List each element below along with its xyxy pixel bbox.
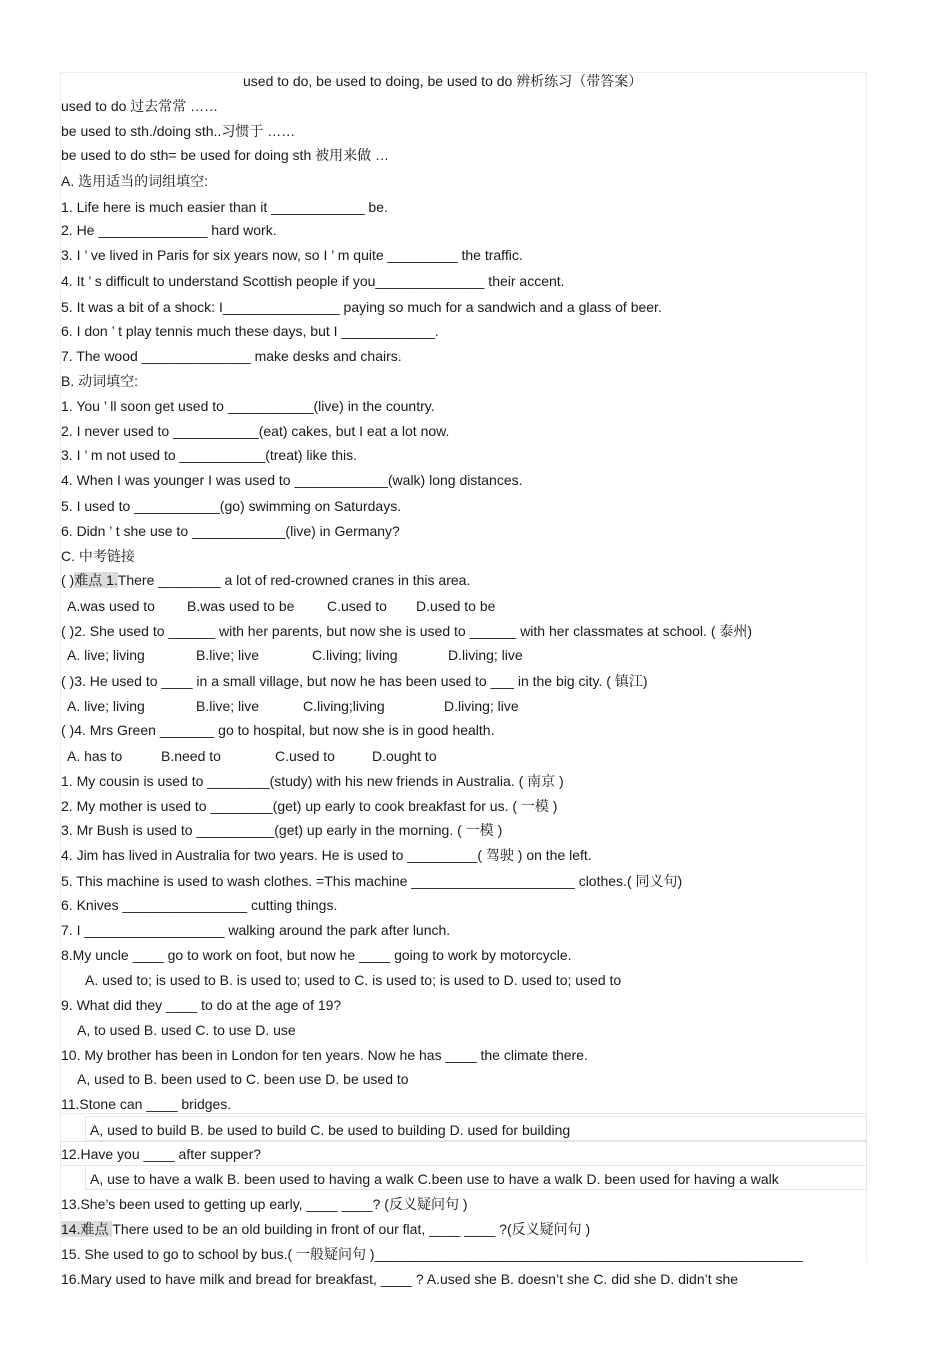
section-b-item-1: 1. You ’ ll soon get used to ___________(live) in the country. [61, 398, 435, 414]
option-a: A.was used to [67, 598, 155, 614]
option-b: B.live; live [196, 647, 260, 663]
section-c-q3: ( )3. He used to ____ in a small village, but now he has been used to ___ in the big city. ( 镇江) [61, 673, 648, 689]
option-b: B.live; live [196, 698, 260, 714]
question-10-options: A, used to B. been used to C. been use D. be used to [77, 1071, 409, 1087]
option-d: D.living; live [444, 698, 519, 714]
section-c-q2: ( )2. She used to ______ with her parents, but now she is used to ______ with her classmates at school. ( 泰州) [61, 623, 753, 639]
section-c-q2-options [67, 646, 523, 664]
option-c: C.used to [327, 598, 387, 614]
section-c-q4-options [67, 747, 437, 765]
question-11-options: A, used to build B. be used to build C. be used to building D. used for building [90, 1122, 571, 1138]
option-b: B.need to [161, 748, 221, 764]
option-a: A. live; living [67, 698, 145, 714]
difficulty-tag: 14.难点 [61, 1221, 113, 1237]
q1-answer-blank: ( ) [61, 572, 75, 588]
question-12-options: A, use to have a walk B. been used to having a walk C.been use to have a walk D. been used for having a walk [90, 1171, 779, 1187]
q1-text: There ________ a lot of red-crowned cranes in this area. [117, 572, 471, 588]
document-title: used to do, be used to doing, be used to do 辨析练习（带答案） [243, 73, 643, 89]
fill-item-3: 3. Mr Bush is used to __________(get) up early in the morning. ( 一模 ) [61, 822, 503, 838]
section-c-q4: ( )4. Mrs Green _______ go to hospital, but now she is in good health. [61, 722, 495, 738]
section-a-item-1: 1. Life here is much easier than it ____________ be. [61, 199, 388, 215]
fill-item-1: 1. My cousin is used to ________(study) with his new friends in Australia. ( 南京 ) [61, 773, 564, 789]
section-b-item-2: 2. I never used to ___________(eat) cakes, but I eat a lot now. [61, 423, 450, 439]
question-14 [61, 1220, 590, 1238]
question-9: 9. What did they ____ to do at the age of 19? [61, 997, 342, 1013]
question-16: 16.Mary used to have milk and bread for breakfast, ____ ? A.used she B. doesn’t she C. did she D. didn’t she [61, 1271, 739, 1287]
fill-item-7: 7. I __________________ walking around the park after lunch. [61, 922, 451, 938]
section-a-heading: A. 选用适当的词组填空: [61, 173, 209, 189]
difficulty-tag: 难点 1. [74, 572, 118, 588]
question-9-options: A, to used B. used C. to use D. use [77, 1022, 296, 1038]
section-a-item-2: 2. He ______________ hard work. [61, 222, 277, 238]
section-b-item-6: 6. Didn ’ t she use to ____________(live) in Germany? [61, 523, 400, 539]
question-8: 8.My uncle ____ go to work on foot, but now he ____ going to work by motorcycle. [61, 947, 572, 963]
section-c-q1 [61, 571, 470, 589]
section-c-q3-options [67, 697, 519, 715]
section-a-item-6: 6. I don ’ t play tennis much these days, but I ____________. [61, 323, 439, 339]
question-10: 10. My brother has been in London for ten years. Now he has ____ the climate there. [61, 1047, 588, 1063]
fill-item-5: 5. This machine is used to wash clothes. =This machine _____________________ clothes.( 同义句) [61, 873, 683, 889]
option-c: C.living; living [312, 647, 398, 663]
section-b-item-3: 3. I ’ m not used to ___________(treat) like this. [61, 447, 357, 463]
section-c-q1-options [67, 597, 495, 615]
option-c: C.used to [275, 748, 335, 764]
intro-line-1: used to do 过去常常 …… [61, 98, 219, 114]
section-a-item-7: 7. The wood ______________ make desks and chairs. [61, 348, 402, 364]
option-c: C.living;living [303, 698, 385, 714]
question-13: 13.She’s been used to getting up early, ____ ____? (反义疑问句 ) [61, 1196, 468, 1212]
section-b-item-5: 5. I used to ___________(go) swimming on Saturdays. [61, 498, 402, 514]
question-11: 11.Stone can ____ bridges. [61, 1096, 232, 1112]
option-d: D.used to be [416, 598, 496, 614]
intro-line-2: be used to sth./doing sth..习惯于 …… [61, 123, 296, 139]
section-b-item-4: 4. When I was younger I was used to ____________(walk) long distances. [61, 472, 523, 488]
question-8-options: A. used to; is used to B. is used to; used to C. is used to; is used to D. used to; used to [85, 972, 622, 988]
question-12: 12.Have you ____ after supper? [61, 1146, 262, 1162]
section-a-item-4: 4. It ’ s difficult to understand Scottish people if you______________ their accent. [61, 273, 565, 289]
fill-item-2: 2. My mother is used to ________(get) up early to cook breakfast for us. ( 一模 ) [61, 798, 558, 814]
option-d: D.ought to [372, 748, 437, 764]
question-14-text: There used to be an old building in front of our flat, ____ ____ ?(反义疑问句 ) [112, 1221, 591, 1237]
option-d: D.living; live [448, 647, 523, 663]
intro-line-3: be used to do sth= be used for doing sth 被用来做 … [61, 147, 390, 163]
section-a-item-5: 5. It was a bit of a shock: I_______________ paying so much for a sandwich and a glass of beer. [61, 299, 662, 315]
option-a: A. has to [67, 748, 123, 764]
section-c-heading: C. 中考链接 [61, 548, 135, 564]
option-a: A. live; living [67, 647, 145, 663]
fill-item-4: 4. Jim has lived in Australia for two years. He is used to _________( 驾驶 ) on the left. [61, 847, 592, 863]
question-15: 15. She used to go to school by bus.( 一般疑问句 )_______________________________________________________ [61, 1246, 803, 1262]
option-b: B.was used to be [187, 598, 295, 614]
section-a-item-3: 3. I ’ ve lived in Paris for six years now, so I ’ m quite _________ the traffic. [61, 247, 523, 263]
fill-item-6: 6. Knives ________________ cutting things. [61, 897, 338, 913]
section-b-heading: B. 动词填空: [61, 373, 139, 389]
